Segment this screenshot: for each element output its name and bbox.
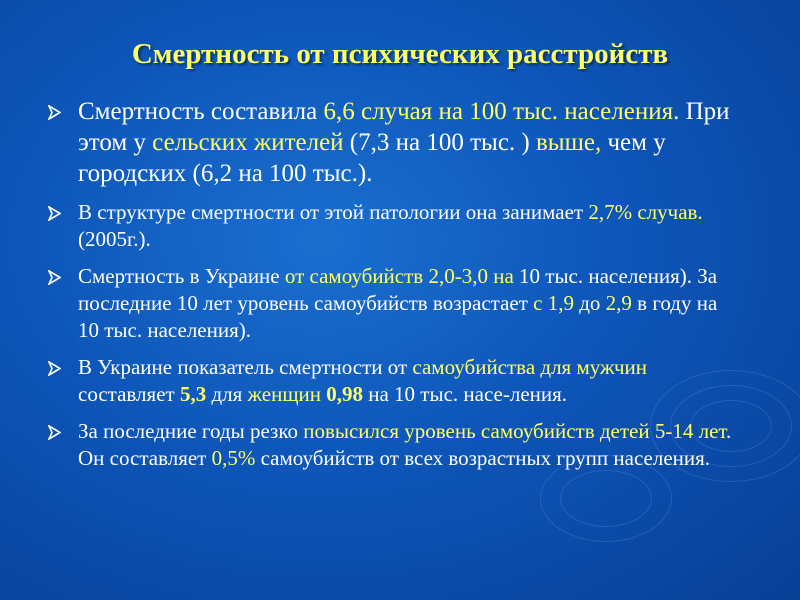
arrow-right-icon [48,105,61,120]
bullet-item [42,199,742,253]
bullet-text: В структуре смертности от этой патологии она занимает 2,7% случав. (2005г.). [78,200,703,251]
bullet-text: За последние годы резко повысился уровень самоубийств детей 5-14 лет. Он составляет 0,5% самоубийств от всех возрастных групп населения. [78,419,732,470]
bullet-text: Смертность в Украине от самоубийств 2,0-3,0 на 10 тыс. населения). За последние 10 лет уровень самоубийств возрастает с 1,9 до 2,9 в году на 10 тыс. населения). [78,264,718,342]
slide-title: Смертность от психических расстройств [131,38,669,70]
arrow-right-icon [48,425,61,440]
arrow-right-icon [48,206,61,221]
bullet-text: В Украине показатель смертности от самоубийства для мужчин составляет 5,3 для женщин 0,98 на 10 тыс. насе-ления. [78,355,647,406]
bullet-item [42,96,742,189]
arrow-right-icon [48,361,61,376]
bullet-item [42,354,742,408]
arrow-right-icon [48,270,61,285]
bullet-list [42,96,742,482]
bullet-text: Смертность составила 6,6 случая на 100 тыс. населения. При этом у сельских жителей (7,3 на 100 тыс. ) выше, чем у городских (6,2 на 100 тыс.). [78,98,730,187]
bullet-item [42,418,742,472]
bullet-item [42,263,742,344]
